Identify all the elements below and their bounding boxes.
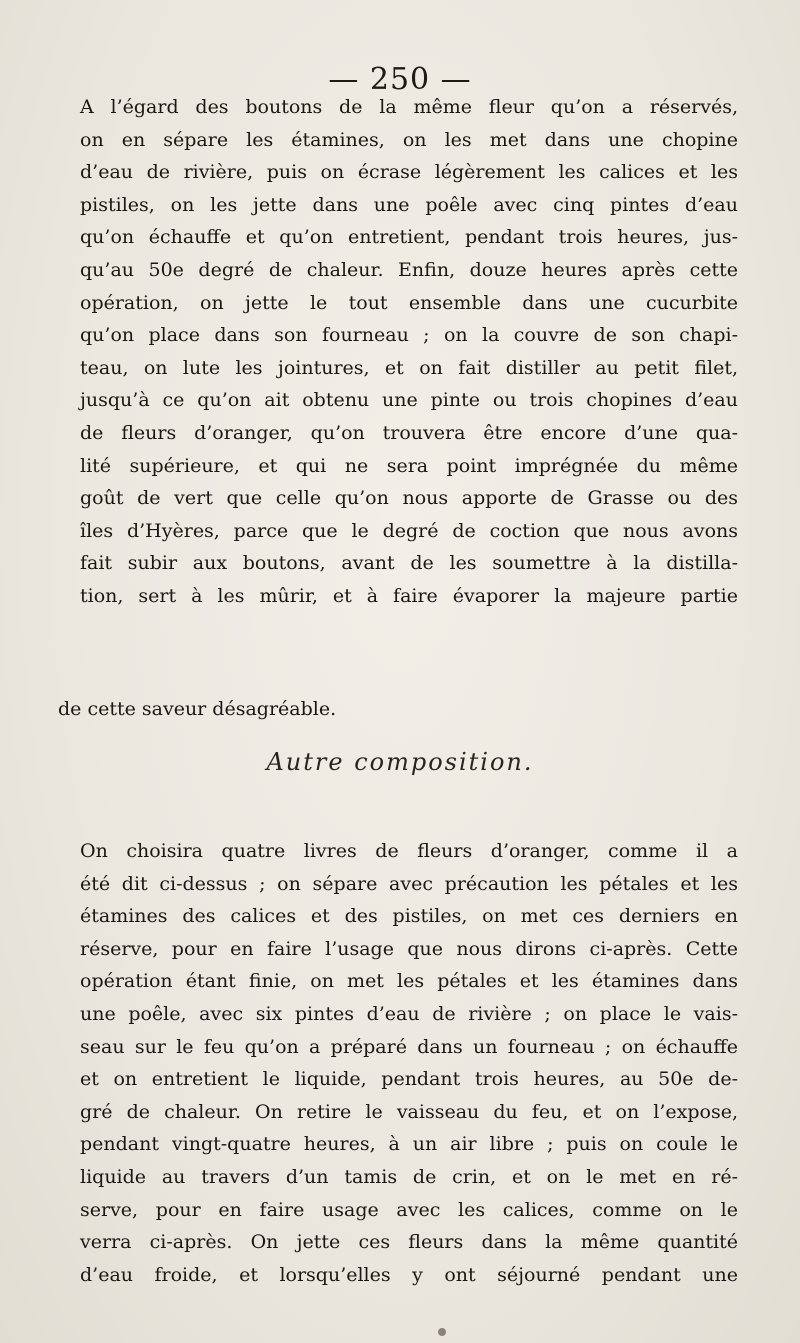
paragraph-1-line: teau, on lute les jointures, et on fait distiller au petit filet,: [80, 356, 738, 379]
paragraph-1-line: qu’on place dans son fourneau ; on la couvre de son chapi-: [80, 324, 738, 347]
paragraph-1-line: pistiles, on les jette dans une poêle avec cinq pintes d’eau: [80, 193, 738, 216]
paragraph-1-line: d’eau de rivière, puis on écrase légèrement les calices et les: [80, 161, 738, 184]
paragraph-1-line: tion, sert à les mûrir, et à faire évaporer la majeure partie: [80, 584, 738, 607]
paragraph-1-line: opération, on jette le tout ensemble dans une cucurbite: [80, 291, 738, 314]
paragraph-2-line: gré de chaleur. On retire le vaisseau du feu, et on l’expose,: [80, 1100, 738, 1123]
paragraph-2-line: verra ci-après. On jette ces fleurs dans la même quantité: [80, 1231, 738, 1254]
paragraph-1-line: A l’égard des boutons de la même fleur qu’on a réservés,: [80, 96, 738, 118]
paragraph-2-line: pendant vingt-quatre heures, à un air libre ; puis on coule le: [80, 1133, 738, 1156]
paragraph-2-line: réserve, pour en faire l’usage que nous dirons ci-après. Cette: [80, 937, 738, 960]
paragraph-2: [58, 835, 738, 1291]
section-heading: Autre composition.: [266, 748, 534, 776]
paragraph-2-line: étamines des calices et des pistiles, on met ces derniers en: [80, 905, 738, 928]
paragraph-2-line: opération étant finie, on met les pétales et les étamines dans: [80, 970, 738, 993]
paragraph-1-line: jusqu’à ce qu’on ait obtenu une pinte ou trois chopines d’eau: [80, 389, 738, 412]
paragraph-1-last-line: de cette saveur désagréable.: [58, 698, 337, 720]
paragraph-2-line: serve, pour en faire usage avec les calices, comme on le: [80, 1198, 738, 1221]
paragraph-1-line: fait subir aux boutons, avant de les soumettre à la distilla-: [80, 552, 738, 575]
paragraph-1-line: îles d’Hyères, parce que le degré de coction que nous avons: [80, 519, 738, 542]
paragraph-1-line: de fleurs d’oranger, qu’on trouvera être encore d’une qua-: [80, 421, 738, 444]
paragraph-2-line: seau sur le feu qu’on a préparé dans un fourneau ; on échauffe: [80, 1035, 738, 1058]
paragraph-1-line: qu’on échauffe et qu’on entretient, pendant trois heures, jus-: [80, 226, 738, 249]
paragraph-2-line: et on entretient le liquide, pendant trois heures, au 50e de-: [80, 1068, 738, 1091]
paragraph-2-line: été dit ci-dessus ; on sépare avec précaution les pétales et les: [80, 872, 738, 895]
ink-speck: [438, 1328, 446, 1336]
paragraph-1-line: lité supérieure, et qui ne sera point imprégnée du même: [80, 454, 738, 477]
paragraph-2-line: d’eau froide, et lorsqu’elles y ont séjourné pendant une: [80, 1263, 738, 1286]
paragraph-2-line: une poêle, avec six pintes d’eau de rivière ; on place le vais-: [80, 1002, 738, 1025]
paragraph-1-line: on en sépare les étamines, on les met dans une chopine: [80, 128, 738, 151]
paragraph-2-line: On choisira quatre livres de fleurs d’oranger, comme il a: [80, 840, 738, 862]
paragraph-2-line: liquide au travers d’un tamis de crin, et on le met en ré-: [80, 1165, 738, 1188]
paragraph-1-line: goût de vert que celle qu’on nous apporte de Grasse ou des: [80, 487, 738, 510]
paragraph-1: [58, 91, 738, 613]
page-number: — 250 —: [328, 62, 472, 97]
paragraph-1-line: qu’au 50e degré de chaleur. Enfin, douze heures après cette: [80, 258, 738, 281]
